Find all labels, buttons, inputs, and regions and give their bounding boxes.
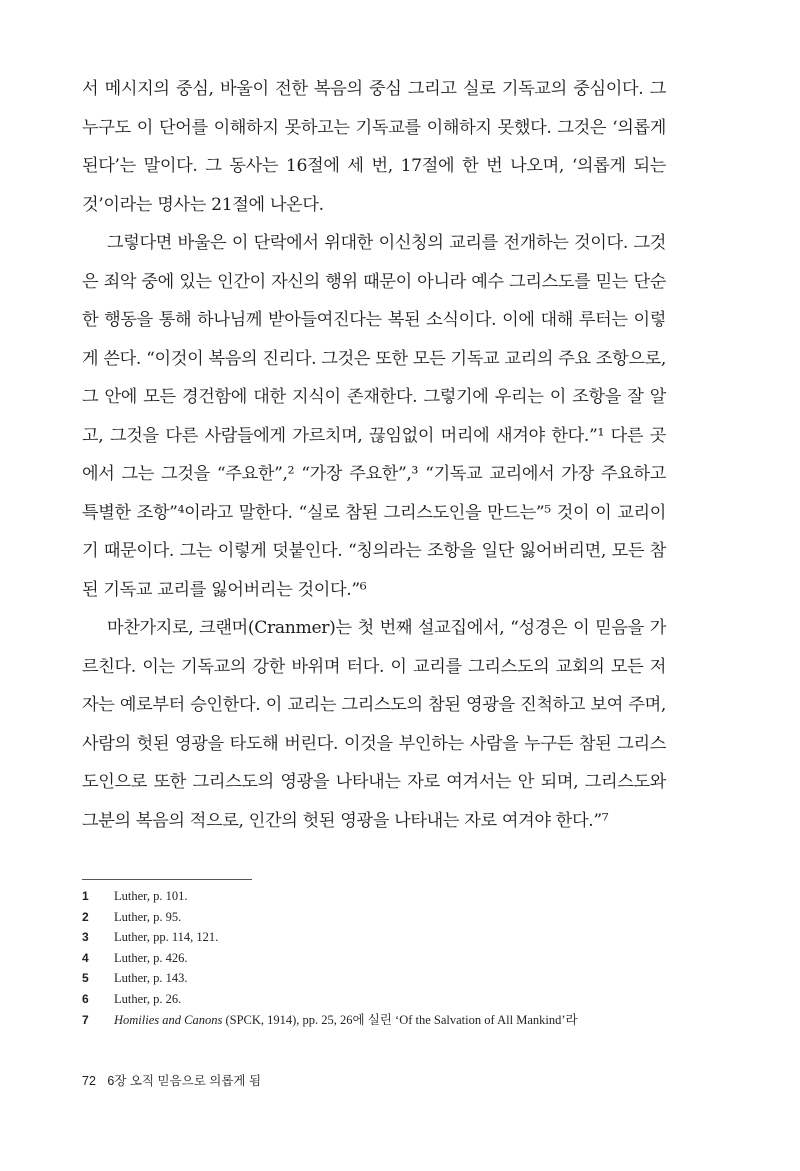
footnote-6 — [82, 989, 722, 1010]
page-footer — [82, 1071, 261, 1089]
body-paragraph-3: 마찬가지로, 크랜머(Cranmer)는 첫 번째 설교집에서, “성경은 이 믿음을 가르친다. 이는 기독교의 강한 바위며 터다. 이 교리를 그리스도의 교회의 모든 저자는 예로부터 승인한다. 이 교리는 그리스도의 참된 영광을 진척하고 보여 주며, 사람의 헛된 영광을 타도해 버린다. 이것을 부인하는 사람을 누구든 참된 그리스도인으로 또한 그리스도의 영광을 나타내는 자로 여겨서는 안 되며, 그리스도와 그분의 복음의 적으로, 인간의 헛된 영광을 나타내는 자로 여겨야 한다.”⁷ — [82, 618, 666, 831]
footnote-number: 3 — [82, 930, 89, 945]
footnote-text: Luther, p. 26. — [114, 991, 182, 1006]
footnote-text: Luther, p. 95. — [114, 909, 182, 924]
footnote-number: 2 — [82, 909, 89, 924]
body-paragraph-1: 서 메시지의 중심, 바울이 전한 복음의 중심 그리고 실로 기독교의 중심이다. 그 누구도 이 단어를 이해하지 못하고는 기독교를 이해하지 못했다. 그것은 ‘의롭게 된다’는 말이다. 그 동사는 16절에 세 번, 17절에 한 번 나오며, ‘의롭게 되는 것’이라는 명사는 21절에 나온다. — [82, 79, 666, 215]
footnote-book-title: Homilies and Canons — [114, 1012, 223, 1027]
footnote-divider — [82, 879, 252, 880]
footnote-text — [114, 1010, 578, 1031]
footnote-text-rest: (SPCK, 1914), pp. 25, 26에 실린 ‘Of the Salvation of All Mankind’라 — [222, 1012, 578, 1027]
footnote-1 — [82, 886, 722, 907]
footnote-4 — [82, 948, 722, 969]
footnote-text: Luther, pp. 114, 121. — [114, 930, 219, 945]
footnote-text: Luther, p. 143. — [114, 971, 188, 986]
footnote-number: 4 — [82, 950, 89, 965]
page-number: 72 — [82, 1074, 96, 1088]
footnote-text: Luther, p. 101. — [114, 889, 188, 903]
footnote-3 — [82, 927, 722, 948]
footnote-number: 5 — [82, 971, 89, 986]
footnote-number: 1 — [82, 889, 89, 903]
footnote-7 — [82, 1010, 722, 1031]
chapter-title: 6장 오직 믿음으로 의롭게 됨 — [107, 1074, 262, 1088]
footnote-number: 6 — [82, 991, 89, 1006]
footnote-2 — [82, 907, 722, 928]
body-paragraph-2: 그렇다면 바울은 이 단락에서 위대한 이신칭의 교리를 전개하는 것이다. 그것은 죄악 중에 있는 인간이 자신의 행위 때문이 아니라 예수 그리스도를 믿는 단순한 행동을 통해 하나님께 받아들여진다는 복된 소식이다. 이에 대해 루터는 이렇게 쓴다. “이것이 복음의 진리다. 그것은 또한 모든 기독교 교리의 주요 조항으로, 그 안에 모든 경건함에 대한 지식이 존재한다. 그렇기에 우리는 이 조항을 잘 알고, 그것을 다른 사람들에게 가르치며, 끊임없이 머리에 새겨야 한다.”¹ 다른 곳에서 그는 그것을 “주요한”,² “가장 주요한”,³ “기독교 교리에서 가장 주요하고 특별한 조항”⁴이라고 말한다. “실로 참된 그리스도인을 만드는”⁵ 것이 이 교리이기 때문이다. 그는 이렇게 덧붙인다. “칭의라는 조항을 일단 잃어버리면, 모든 참된 기독교 교리를 잃어버리는 것이다.”⁶ — [82, 233, 666, 600]
footnotes — [82, 886, 722, 1030]
footnote-text: Luther, p. 426. — [114, 950, 188, 965]
footnote-number: 7 — [82, 1012, 89, 1027]
footnote-5 — [82, 968, 722, 989]
page-body — [82, 70, 666, 840]
